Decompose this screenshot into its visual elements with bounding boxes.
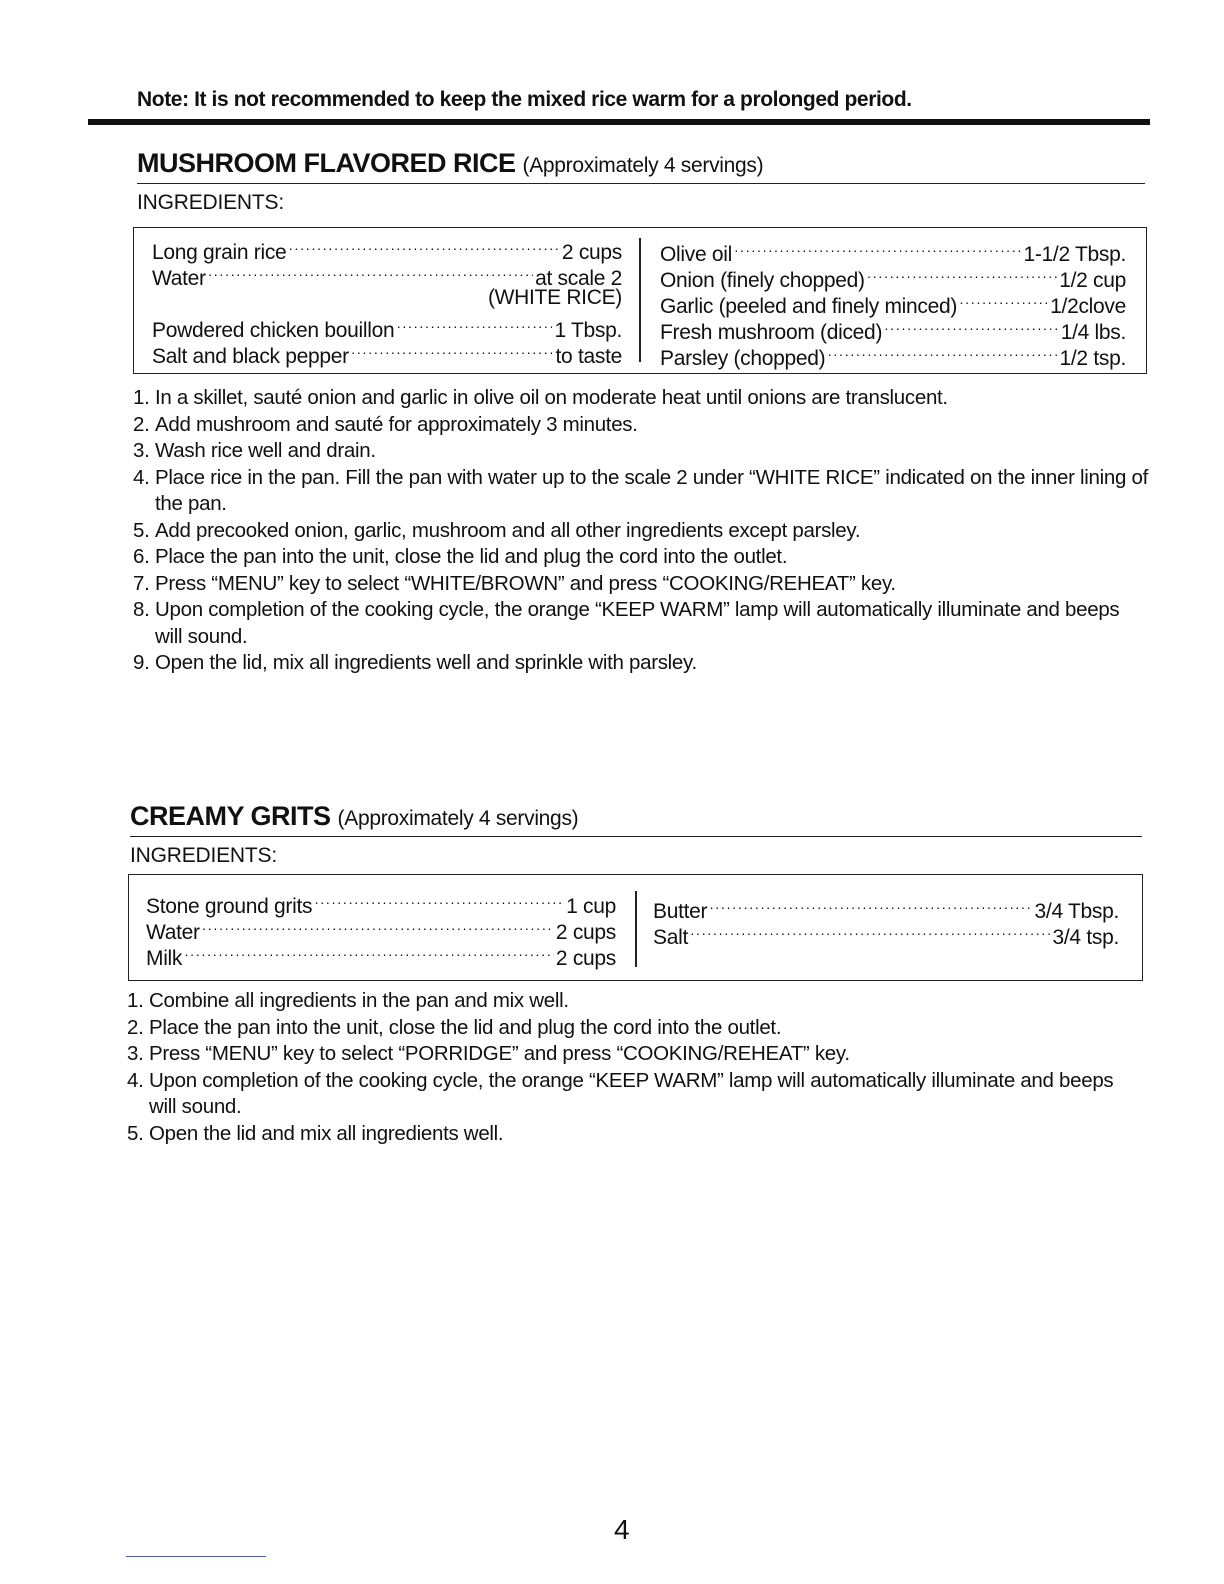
ingredient-row [152,233,622,264]
dot-leader [202,913,554,939]
ingredient-name: Onion (finely chopped) [660,269,865,292]
ingredients-label: INGREDIENTS: [137,191,284,214]
step-number: 7. [133,571,150,595]
step-number: 1. [133,386,150,409]
ingredients-box-mushroom-rice [133,227,1147,374]
column-divider [635,891,637,967]
step-number: 5. [133,518,150,542]
step-item [133,412,1148,439]
dot-leader [827,339,1057,365]
ingredient-row [146,913,616,944]
ingredient-amount: 2 cups [561,241,622,264]
ingredient-amount: 3/4 tsp. [1052,926,1119,949]
step-text: Add mushroom and sauté for approximately 3 minutes. [155,412,638,436]
step-item [133,438,1148,465]
step-text: Open the lid and mix all ingredients well. [149,1121,504,1145]
dot-leader [314,887,564,913]
step-number: 8. [133,598,150,621]
ingredient-name: Milk [146,947,183,970]
ingredient-amount: 1 cup [566,895,616,918]
ingredients-left-column [152,233,622,368]
ingredient-amount: 1/2clove [1050,295,1126,318]
dot-leader [734,235,1021,261]
step-text: In a skillet, sauté onion and garlic in olive oil on moderate heat until onions are translucent. [155,386,948,409]
ingredient-amount: 1-1/2 Tbsp. [1023,243,1126,266]
step-text: Wash rice well and drain. [155,439,376,462]
dot-leader [396,311,552,337]
ingredient-name: Salt [653,926,688,949]
step-number: 4. [133,465,150,489]
ingredients-box-creamy-grits [128,874,1143,981]
ingredient-name: Water [146,921,200,944]
ingredients-label: INGREDIENTS: [130,844,277,867]
step-item [133,597,1148,650]
step-item [133,465,1148,518]
ingredients-right-column [653,892,1119,949]
step-text: Add precooked onion, garlic, mushroom and all other ingredients except parsley. [155,518,861,542]
dot-leader [184,939,554,965]
ingredients-right-column [660,235,1126,370]
ingredient-row [152,259,622,290]
page-note: Note: It is not recommended to keep the mixed rice warm for a prolonged period. [137,88,912,111]
step-number: 3. [133,439,150,462]
step-item [133,385,1148,412]
ingredient-name: Olive oil [660,243,732,266]
ingredient-name: Butter [653,900,708,923]
dot-leader [208,259,533,285]
dot-leader [884,313,1059,339]
dot-leader [690,918,1051,944]
ingredient-amount: 2 cups [555,921,616,944]
recipe-title-creamy-grits [130,801,578,832]
ingredient-amount: 1/2 tsp. [1059,347,1126,370]
recipe-title-text: MUSHROOM FLAVORED RICE [137,148,516,178]
recipe-title-text: CREAMY GRITS [130,801,331,831]
ingredient-name: Salt and black pepper [152,345,349,368]
step-text: Place the pan into the unit, close the lid and plug the cord into the outlet. [155,545,788,568]
dot-leader [867,261,1058,287]
step-number: 3. [127,1042,144,1065]
ingredient-row [152,311,622,342]
step-text: Upon completion of the cooking cycle, the orange “KEEP WARM” lamp will automatically illuminate and beeps will sound. [149,1068,1114,1118]
ingredient-amount: to taste [555,345,622,368]
dot-leader [288,233,560,259]
ingredient-name: Powdered chicken bouillon [152,319,395,342]
step-text: Open the lid, mix all ingredients well and sprinkle with parsley. [155,651,697,674]
ingredient-name: Long grain rice [152,241,287,264]
ingredient-amount: (WHITE RICE) [487,286,622,309]
recipe-servings: (Approximately 4 servings) [522,154,764,177]
ingredient-amount: 1 Tbsp. [554,319,622,342]
step-item [133,544,1148,571]
ingredient-name: Stone ground grits [146,895,313,918]
page-number: 4 [614,1514,630,1545]
ingredient-amount: 3/4 Tbsp. [1034,900,1119,923]
step-number: 9. [133,651,150,674]
step-text: Place rice in the pan. Fill the pan with water up to the scale 2 under “WHITE RICE” indicated on the inner lining of the pan. [155,465,1149,515]
ingredient-amount: 2 cups [555,947,616,970]
step-text: Place the pan into the unit, close the lid and plug the cord into the outlet. [149,1015,782,1039]
step-item [133,518,1148,545]
step-item [127,1121,1142,1148]
step-item [127,1068,1142,1121]
footer-underline [126,1556,266,1557]
step-text: Combine all ingredients in the pan and mix well. [149,989,569,1012]
dot-leader [709,892,1032,918]
step-number: 2. [133,412,150,436]
ingredient-amount: at scale 2 [535,267,622,290]
step-item [127,1015,1142,1042]
step-number: 1. [127,989,144,1012]
step-text: Press “MENU” key to select “WHITE/BROWN” and press “COOKING/REHEAT” key. [155,571,896,595]
dot-leader [351,337,554,363]
step-text: Upon completion of the cooking cycle, the orange “KEEP WARM” lamp will automatically illuminate and beeps will sound. [155,598,1120,648]
column-divider [639,238,641,362]
ingredient-name: Garlic (peeled and finely minced) [660,295,958,318]
steps-list-mushroom-rice [133,385,1148,677]
ingredient-row [152,285,622,311]
step-text: Press “MENU” key to select “PORRIDGE” and press “COOKING/REHEAT” key. [149,1042,850,1065]
step-item [127,1041,1142,1068]
title-underline [130,836,1142,837]
ingredient-amount: 1/2 cup [1059,269,1126,292]
recipe-title-mushroom-rice [137,148,763,179]
dot-leader [959,287,1048,313]
ingredient-row [653,918,1119,949]
ingredient-row [146,887,616,918]
step-item [127,988,1142,1015]
ingredient-row [653,892,1119,923]
steps-list-creamy-grits [127,988,1142,1147]
step-item [133,650,1148,677]
step-number: 4. [127,1068,144,1092]
step-number: 6. [133,545,150,568]
title-underline [137,183,1145,184]
recipe-servings: (Approximately 4 servings) [337,807,579,830]
ingredient-amount: 1/4 lbs. [1060,321,1126,344]
step-number: 5. [127,1121,144,1145]
step-number: 2. [127,1015,144,1039]
step-item [133,571,1148,598]
ingredient-row [660,235,1126,266]
ingredient-name: Fresh mushroom (diced) [660,321,883,344]
ingredient-name: Water [152,267,206,290]
ingredients-left-column [146,887,616,970]
heavy-divider [88,119,1150,125]
ingredient-name: Parsley (chopped) [660,347,826,370]
ingredient-row [146,939,616,970]
